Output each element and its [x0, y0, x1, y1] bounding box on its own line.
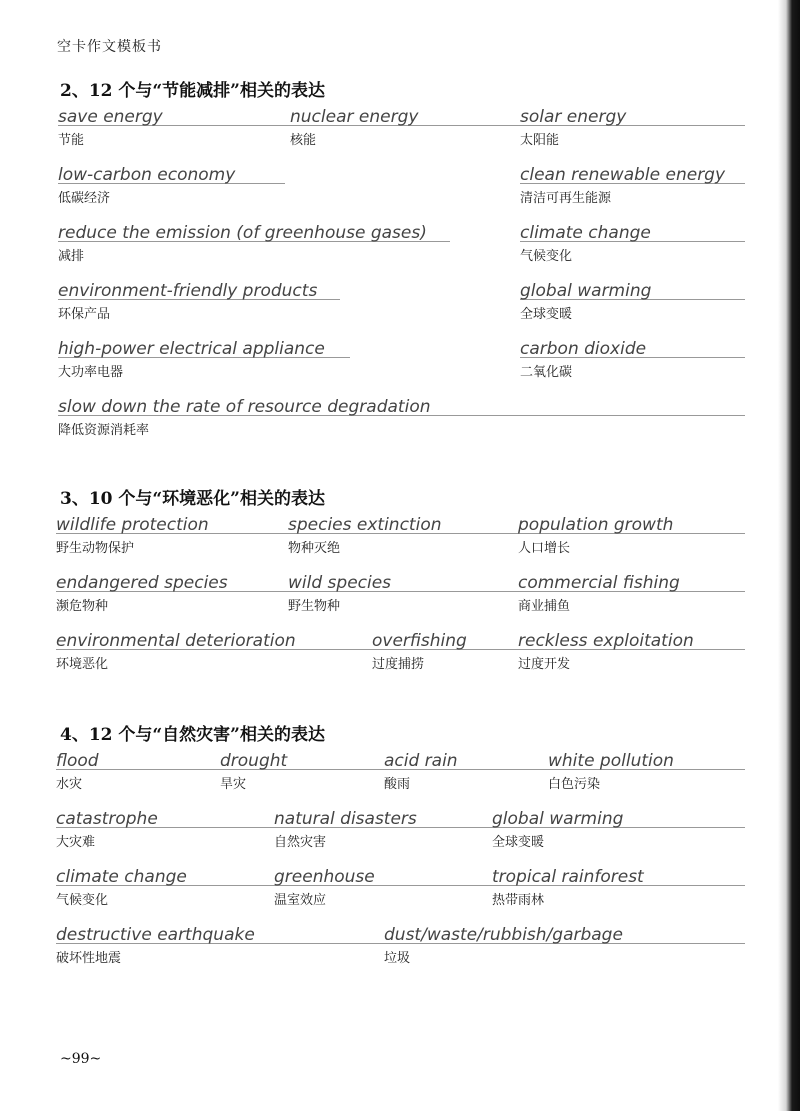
- chinese-translation: 过度开发: [518, 657, 571, 672]
- phrase-entry: [56, 630, 296, 674]
- phrase-entry: [384, 750, 458, 794]
- phrase-entry: [290, 106, 418, 150]
- phrase-entry: [372, 630, 467, 674]
- english-phrase: nuclear energy: [290, 107, 419, 127]
- chinese-translation: 环保产品: [58, 307, 111, 322]
- english-phrase: global warming: [520, 281, 652, 301]
- chinese-translation: 全球变暖: [492, 835, 545, 850]
- chinese-translation: 野生物种: [288, 599, 341, 614]
- english-phrase: acid rain: [384, 751, 458, 771]
- phrase-entry: [548, 750, 674, 794]
- chinese-translation: 气候变化: [56, 893, 109, 908]
- section-title: 4、12 个与“自然灾害”相关的表达: [60, 725, 325, 745]
- chinese-translation: 野生动物保护: [56, 541, 135, 556]
- english-phrase: commercial fishing: [518, 573, 680, 593]
- chinese-translation: 热带雨林: [492, 893, 545, 908]
- section-title: 3、10 个与“环境恶化”相关的表达: [60, 489, 325, 509]
- chinese-translation: 物种灭绝: [288, 541, 341, 556]
- english-phrase: reduce the emission (of greenhouse gases): [58, 223, 427, 243]
- english-phrase: greenhouse: [274, 867, 375, 887]
- phrase-entry: [520, 280, 651, 324]
- english-phrase: white pollution: [548, 751, 674, 771]
- phrase-entry: [288, 572, 391, 616]
- page-number: ~99~: [60, 1051, 102, 1067]
- english-phrase: wildlife protection: [56, 515, 209, 535]
- phrase-entry: [56, 750, 99, 794]
- phrase-entry: [56, 924, 255, 968]
- chinese-translation: 环境恶化: [56, 657, 109, 672]
- phrase-entry: [274, 866, 375, 910]
- chinese-translation: 气候变化: [520, 249, 573, 264]
- english-phrase: tropical rainforest: [492, 867, 644, 887]
- english-phrase: overfishing: [372, 631, 467, 651]
- phrase-entry: [288, 514, 442, 558]
- english-phrase: population growth: [518, 515, 674, 535]
- chinese-translation: 清洁可再生能源: [520, 191, 612, 206]
- chinese-translation: 旱灾: [220, 777, 247, 792]
- chinese-translation: 低碳经济: [58, 191, 111, 206]
- english-phrase: endangered species: [56, 573, 228, 593]
- english-phrase: dust/waste/rubbish/garbage: [384, 925, 623, 945]
- phrase-entry: [58, 280, 317, 324]
- chinese-translation: 白色污染: [548, 777, 601, 792]
- page-edge-shadow: [778, 0, 800, 1111]
- chinese-translation: 二氧化碳: [520, 365, 573, 380]
- chinese-translation: 全球变暖: [520, 307, 573, 322]
- chinese-translation: 破坏性地震: [56, 951, 122, 966]
- phrase-entry: [518, 630, 694, 674]
- english-phrase: wild species: [288, 573, 392, 593]
- phrase-entry: [520, 164, 725, 208]
- chinese-translation: 自然灾害: [274, 835, 327, 850]
- chinese-translation: 人口增长: [518, 541, 571, 556]
- english-phrase: species extinction: [288, 515, 442, 535]
- phrase-entry: [56, 572, 228, 616]
- section-title: 2、12 个与“节能减排”相关的表达: [60, 81, 325, 101]
- phrase-entry: [520, 338, 646, 382]
- english-phrase: global warming: [492, 809, 624, 829]
- phrase-entry: [58, 164, 235, 208]
- chinese-translation: 商业捕鱼: [518, 599, 571, 614]
- phrase-entry: [274, 808, 417, 852]
- phrase-entry: [220, 750, 287, 794]
- phrase-entry: [492, 808, 623, 852]
- english-phrase: low-carbon economy: [58, 165, 236, 185]
- phrase-entry: [56, 866, 187, 910]
- chinese-translation: 节能: [58, 133, 85, 148]
- english-phrase: natural disasters: [274, 809, 417, 829]
- phrase-entry: [58, 106, 163, 150]
- english-phrase: destructive earthquake: [56, 925, 255, 945]
- phrase-entry: [520, 106, 626, 150]
- chinese-translation: 酸雨: [384, 777, 411, 792]
- english-phrase: drought: [220, 751, 288, 771]
- english-phrase: climate change: [56, 867, 187, 887]
- english-phrase: save energy: [58, 107, 163, 127]
- phrase-entry: [58, 222, 427, 266]
- chinese-translation: 核能: [290, 133, 317, 148]
- chinese-translation: 减排: [58, 249, 85, 264]
- phrase-entry: [58, 338, 325, 382]
- chinese-translation: 濒危物种: [56, 599, 109, 614]
- english-phrase: solar energy: [520, 107, 627, 127]
- chinese-translation: 降低资源消耗率: [58, 423, 150, 438]
- phrase-entry: [492, 866, 644, 910]
- english-phrase: carbon dioxide: [520, 339, 647, 359]
- chinese-translation: 大灾难: [56, 835, 96, 850]
- english-phrase: clean renewable energy: [520, 165, 726, 185]
- phrase-entry: [56, 808, 158, 852]
- english-phrase: climate change: [520, 223, 651, 243]
- english-phrase: high-power electrical appliance: [58, 339, 325, 359]
- book-header: 空卡作文模板书: [57, 39, 162, 55]
- phrase-entry: [384, 924, 623, 968]
- phrase-entry: [520, 222, 651, 266]
- english-phrase: flood: [56, 751, 99, 771]
- chinese-translation: 大功率电器: [58, 365, 124, 380]
- english-phrase: slow down the rate of resource degradation: [58, 397, 431, 417]
- phrase-entry: [518, 572, 680, 616]
- phrase-entry: [56, 514, 209, 558]
- chinese-translation: 太阳能: [520, 133, 560, 148]
- phrase-entry: [58, 396, 431, 440]
- chinese-translation: 垃圾: [384, 951, 411, 966]
- english-phrase: catastrophe: [56, 809, 158, 829]
- phrase-entry: [518, 514, 673, 558]
- chinese-translation: 水灾: [56, 777, 83, 792]
- english-phrase: reckless exploitation: [518, 631, 694, 651]
- english-phrase: environment-friendly products: [58, 281, 318, 301]
- english-phrase: environmental deterioration: [56, 631, 296, 651]
- chinese-translation: 温室效应: [274, 893, 327, 908]
- chinese-translation: 过度捕捞: [372, 657, 425, 672]
